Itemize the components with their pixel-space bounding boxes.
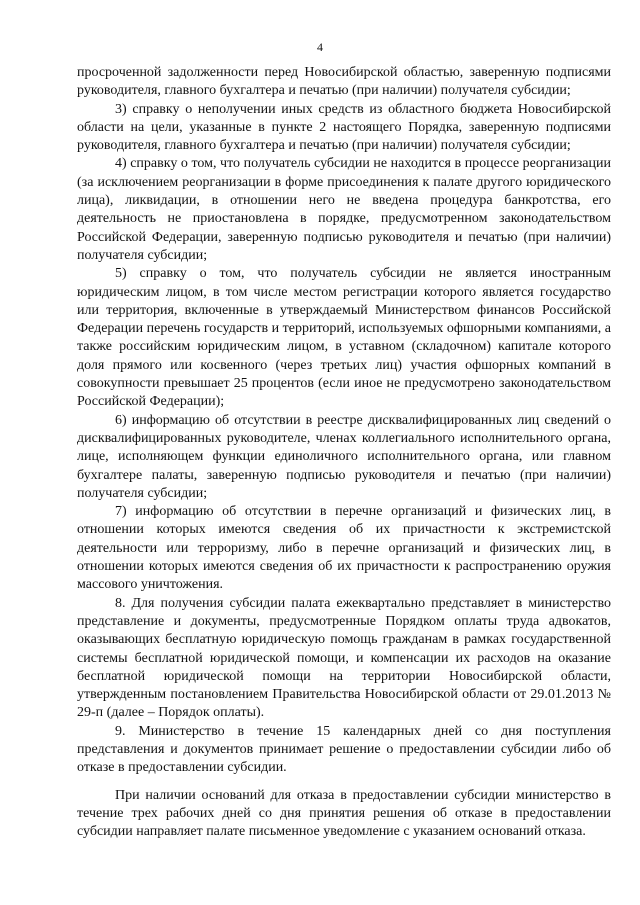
- paragraph-item-5: 5) справку о том, что получатель субсидии не является иностранным юридическим лицом, в том числе местом регистрации которого является государство или территория, включенные в утверждаемый Министерством финансов Российской Федерации перечень государств и территорий, используемых офшорными компаниями, а также российским юридическим лицом, в уставном (складочном) капитале которого доля прямого или косвенного (через третьих лиц) участия офшорных компаний в совокупности превышает 25 процентов (если иное не предусмотрено законодательством Российской Федерации);: [77, 266, 611, 410]
- paragraph-continuation: просроченной задолженности перед Новосибирской областью, заверенную подписями руководителя, главного бухгалтера и печатью (при наличии) получателя субсидии;: [77, 65, 611, 99]
- paragraph-item-6: 6) информацию об отсутствии в реестре дисквалифицированных лиц сведений о дисквалифицированных руководителе, членах коллегиального исполнительного органа, лице, исполняющем функции единоличного исполнительного органа, или главном бухгалтере палаты, заверенную подписью руководителя и печатью (при наличии) получателя субсидии;: [77, 412, 611, 501]
- paragraph-clause-8: 8. Для получения субсидии палата ежеквартально представляет в министерство представление и документы, предусмотренные Порядком оплаты труда адвокатов, оказывающих бесплатную юридическую помощь гражданам в рамках государственной системы бесплатной юридической помощи, и компенсации их расходов на оказание бесплатной юридической помощи на территории Новосибирской области, утвержденным постановлением Правительства Новосибирской области от 29.01.2013 № 29-п (далее – Порядок оплаты).: [77, 595, 611, 721]
- document-body: [77, 64, 611, 841]
- paragraph-clause-9: 9. Министерство в течение 15 календарных дней со дня поступления представления и документов принимает решение о предоставлении субсидии либо об отказе в предоставлении субсидии.: [77, 723, 611, 776]
- paragraph-item-7: 7) информацию об отсутствии в перечне организаций и физических лиц, в отношении которых имеются сведения об их причастности к экстремистской деятельности или терроризму, либо в перечне организаций и физических лиц, в отношении которых имеются сведения об их причастности к распространению оружия массового уничтожения.: [77, 504, 611, 593]
- paragraph-refusal-notice: При наличии оснований для отказа в предоставлении субсидии министерство в течение трех рабочих дней со дня принятия решения об отказе в предоставлении субсидии направляет палате письменное уведомление с указанием оснований отказа.: [77, 787, 611, 840]
- paragraph-item-4: 4) справку о том, что получатель субсидии не находится в процессе реорганизации (за исключением реорганизации в форме присоединения к палате другого юридического лица), ликвидации, в отношении него не введена процедура банкротства, его деятельность не приостановлена в порядке, предусмотренном законодательством Российской Федерации, заверенную подписью руководителя и печатью (при наличии) получателя субсидии;: [77, 156, 611, 263]
- page-number: 4: [317, 40, 323, 54]
- paragraph-item-3: 3) справку о неполучении иных средств из областного бюджета Новосибирской области на цели, указанные в пункте 2 настоящего Порядка, заверенную подписями руководителя, главного бухгалтера и печатью (при наличии) получателя субсидии;: [77, 101, 611, 154]
